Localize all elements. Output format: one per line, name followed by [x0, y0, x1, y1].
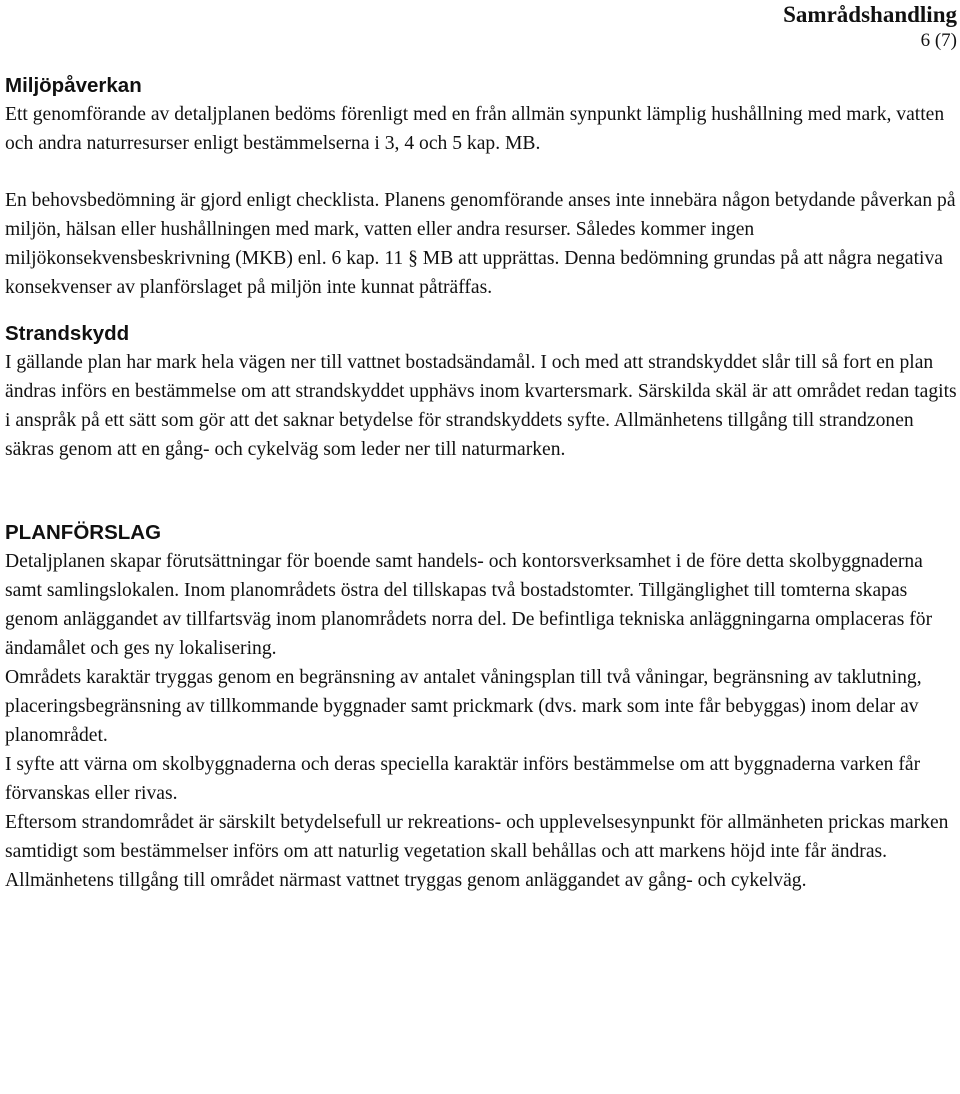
- section-planforslag: [5, 519, 957, 895]
- paragraph: Allmänhetens tillgång till området närmast vattnet tryggas genom anläggandet av gång- och cykelväg.: [5, 870, 807, 891]
- paragraph: En behovsbedömning är gjord enligt checklista. Planens genomförande anses inte innebära någon betydande påverkan på miljön, hälsan eller hushållningen med mark, vatten eller andra resurser. Således kommer ingen miljökonsekvensbeskrivning (MKB) enl. 6 kap. 11 § MB att upprättas. Denna bedömning grundas på att några negativa konsekvenser av planförslaget på miljön inte kunnat påträffas.: [5, 190, 956, 298]
- section-heading-strandskydd: Strandskydd: [5, 322, 130, 345]
- paragraph: I gällande plan har mark hela vägen ner till vattnet bostadsändamål. I och med att strandskyddet slår till så fort en plan ändras införs en bestämmelse om att strandskyddet upphävs inom kvartersmark. Särskilda skäl är att området redan tagits i anspråk på ett sätt som gör att det saknar betydelse för strandskyddets syfte. Allmänhetens tillgång till strandzonen säkras genom att en gång- och cykelväg som leder ner till naturmarken.: [5, 352, 957, 460]
- paragraph: Detaljplanen skapar förutsättningar för boende samt handels- och kontorsverksamhet i de före detta skolbyggnaderna samt samlingslokalen. Inom planområdets östra del tillskapas två bostadstomter. Tillgänglighet till tomterna skapas genom anläggandet av tillfartsväg inom planområdets norra del. De befintliga tekniska anläggningarna omplaceras för ändamålet och ges ny lokalisering.: [5, 551, 933, 659]
- page-number: 6 (7): [920, 30, 957, 51]
- paragraph: I syfte att värna om skolbyggnaderna och deras speciella karaktär införs bestämmelse om att byggnaderna varken får förvanskas eller rivas.: [5, 754, 921, 804]
- section-miljopaverkan: [5, 72, 957, 302]
- section-heading-planforslag: PLANFÖRSLAG: [5, 521, 162, 544]
- section-heading-miljopaverkan: Miljöpåverkan: [5, 74, 142, 97]
- paragraph: Ett genomförande av detaljplanen bedöms förenligt med en från allmän synpunkt lämplig hushållning med mark, vatten och andra naturresurser enligt bestämmelserna i 3, 4 och 5 kap. MB.: [5, 104, 945, 154]
- paragraph: Områdets karaktär tryggas genom en begränsning av antalet våningsplan till två våningar, begränsning av taklutning, placeringsbegränsning av tillkommande byggnader samt prickmark (dvs. mark som inte får bebyggas) inom delar av planområdet.: [5, 667, 922, 746]
- document-body: [5, 72, 957, 895]
- section-strandskydd: [5, 320, 957, 464]
- document-type-header: Samrådshandling: [783, 2, 957, 27]
- paragraph: Eftersom strandområdet är särskilt betydelsefull ur rekreations- och upplevelsesynpunkt för allmänheten prickas marken samtidigt som bestämmelser införs om att naturlig vegetation skall behållas och att markens höjd inte får ändras.: [5, 812, 949, 862]
